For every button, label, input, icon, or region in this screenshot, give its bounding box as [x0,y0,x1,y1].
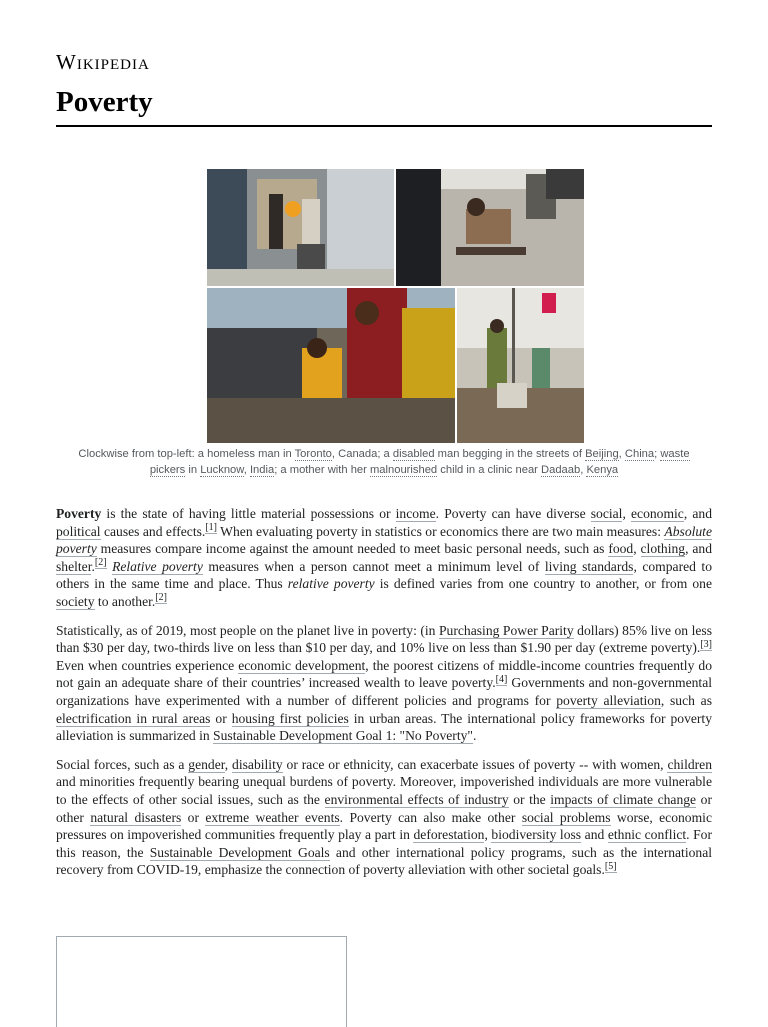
body-text: . Poverty can have diverse [435,506,591,521]
body-text: Even when countries experience [56,657,239,673]
citation-link[interactable]: [3] [700,638,712,650]
emphasis-text: relative poverty [287,576,375,592]
figure-caption [74,446,694,478]
link-clothing[interactable]: clothing [640,541,686,557]
link-biodiversity-loss[interactable]: biodiversity loss [491,827,582,843]
body-text: or other [56,791,712,825]
paragraph-social-forces [56,756,712,879]
article-body [56,505,712,890]
body-text: is the state of having little material possessions or [101,506,396,521]
body-text: . [472,728,477,744]
link-label: Relative poverty [112,558,203,574]
page-title: Poverty [56,86,153,118]
link-kenya[interactable]: Kenya [586,464,619,476]
link-social[interactable]: social [590,506,623,521]
body-text: , and [683,506,712,521]
link-dadaab[interactable]: Dadaab [541,464,581,476]
body-text: or [210,710,232,726]
caption-text: ; [654,448,661,460]
body-text: . For this reason, the [56,827,713,860]
link-lucknow[interactable]: Lucknow [200,464,244,476]
link-label: Absolute poverty [56,523,712,557]
link-political[interactable]: political [56,523,101,539]
body-text: , the poorest citizens of middle-income countries frequently do not gain an adequate share of their countries’ increased wealth to leave poverty. [56,657,712,691]
caption-text: , [618,448,625,460]
citation-2[interactable] [95,557,107,569]
citation-link[interactable]: [5] [604,860,617,872]
link-poverty-alleviation[interactable]: poverty alleviation [556,692,661,708]
body-text: and minorities frequently bearing unequal burdens of poverty. Moreover, impoverished individuals are more vulnerable to the effects of other social issues, such as the [56,774,712,807]
link-sdg1[interactable]: Sustainable Development Goal 1: "No Poverty" [213,728,473,744]
body-text: or [181,809,206,825]
link-gender[interactable]: gender [188,756,225,772]
link-natural-disasters[interactable]: natural disasters [90,809,182,825]
link-relative-poverty[interactable] [112,559,203,575]
body-text: , [622,506,631,521]
link-social-problems[interactable]: social problems [521,809,611,825]
link-purchasing-power-parity[interactable]: Purchasing Power Parity [439,622,574,638]
link-food[interactable]: food [608,541,634,557]
body-text: , [633,541,641,557]
caption-text: in [185,464,201,476]
body-text: or the [508,791,551,807]
body-text: to another. [94,593,156,609]
body-text: , such as [660,692,712,708]
body-text: is defined varies from one country to another, or from one [374,576,712,592]
body-text: and [581,827,608,843]
body-text: When evaluating poverty in statistics or economics there are two main measures: [216,523,665,539]
body-text: Governments and non-governmental organizations have experimented with a number of different policies and programs for [56,675,713,708]
caption-text: child in a clinic near [437,464,542,476]
body-text: measures compare income against the amount needed to meet basic personal needs, such as [96,541,609,557]
link-toronto[interactable]: Toronto [294,448,332,460]
link-climate-change[interactable]: impacts of climate change [550,791,697,807]
link-disabled[interactable]: disabled [392,448,435,460]
link-children[interactable]: children [667,756,713,772]
contents-box [56,936,347,1027]
body-text: , [224,756,233,772]
body-text: or race or ethnicity, can exacerbate issues of poverty -- with women, [282,756,668,772]
caption-text: , [243,464,250,476]
body-text: . Poverty can also make other [339,809,522,825]
link-shelter[interactable]: shelter [56,558,92,574]
link-income[interactable]: income [395,506,436,521]
link-economic-development[interactable]: economic development [238,657,366,673]
title-divider [56,125,712,127]
paragraph-intro [56,505,712,611]
body-text: and other international policy programs, such as the international recovery from COVID-19, emphasize the connection of poverty alleviation with other societal goals. [56,844,713,878]
link-disability[interactable]: disability [232,756,283,772]
body-text: , compared to others in the same time and place. Thus [56,558,712,592]
paragraph-statistics [56,622,712,745]
link-society[interactable]: society [56,593,95,609]
caption-text: Clockwise from top-left: a homeless man in [78,448,295,460]
citation-3[interactable] [700,639,712,651]
photo-mother-clinic-dadaab[interactable] [207,288,455,443]
body-text: worse, economic pressures on impoverished communities frequently play a part in [56,809,712,843]
caption-text: ; a mother with her [274,464,370,476]
link-beijing[interactable]: Beijing [585,448,619,460]
caption-text: , Canada; a [331,448,393,460]
citation-4[interactable] [496,674,508,686]
body-text: , and [685,541,712,557]
lead-term: Poverty [56,506,102,521]
citation-2b[interactable] [155,592,167,604]
body-text: Social forces, such as a [56,756,189,772]
link-sustainable-development-goals[interactable]: Sustainable Development Goals [149,844,330,860]
body-text: causes and effects. [100,523,206,539]
link-living-standards[interactable]: living standards [544,558,634,574]
body-text: , [484,827,492,843]
poverty-photo-collage[interactable] [207,169,584,443]
citation-link[interactable]: [1] [205,522,217,534]
citation-link[interactable]: [4] [495,673,508,685]
caption-text: man begging in the streets of [434,448,586,460]
link-waste-pickers[interactable]: waste pickers [149,448,690,476]
caption-text: , [580,464,587,476]
link-malnourished[interactable]: malnourished [369,464,438,476]
citation-5[interactable] [605,861,617,873]
link-environmental-effects[interactable]: environmental effects of industry [324,791,509,807]
link-deforestation[interactable]: deforestation [413,827,485,843]
citation-link[interactable]: [2] [155,592,167,604]
body-text: dollars) 85% live on less than $30 per day, two-thirds live on less than $10 per day, and 10% live on less than $1.90 per day (extreme poverty). [56,622,712,656]
citation-1[interactable] [205,522,217,534]
citation-link[interactable]: [2] [94,557,107,569]
photo-man-begging-beijing[interactable] [396,169,584,286]
link-ethnic-conflict[interactable]: ethnic conflict [607,827,687,843]
wikipedia-wordmark[interactable]: Wikipedia [56,50,150,74]
photo-homeless-man-toronto[interactable] [207,169,394,286]
body-text: in urban areas. The international policy frameworks for poverty alleviation is summarized in [56,710,713,744]
link-extreme-weather[interactable]: extreme weather events [205,809,340,825]
body-text: . [91,558,95,574]
link-rural-electrification[interactable]: electrification in rural areas [56,710,211,726]
body-text: measures when a person cannot meet a minimum level of [202,558,545,574]
body-text: Statistically, as of 2019, most people on the planet live in poverty: (in [56,622,439,638]
link-india[interactable]: India [249,464,275,476]
link-economic[interactable]: economic [631,506,684,521]
link-housing-first[interactable]: housing first policies [231,710,349,726]
photo-waste-pickers-lucknow[interactable] [457,288,584,443]
link-china[interactable]: China [624,448,655,460]
